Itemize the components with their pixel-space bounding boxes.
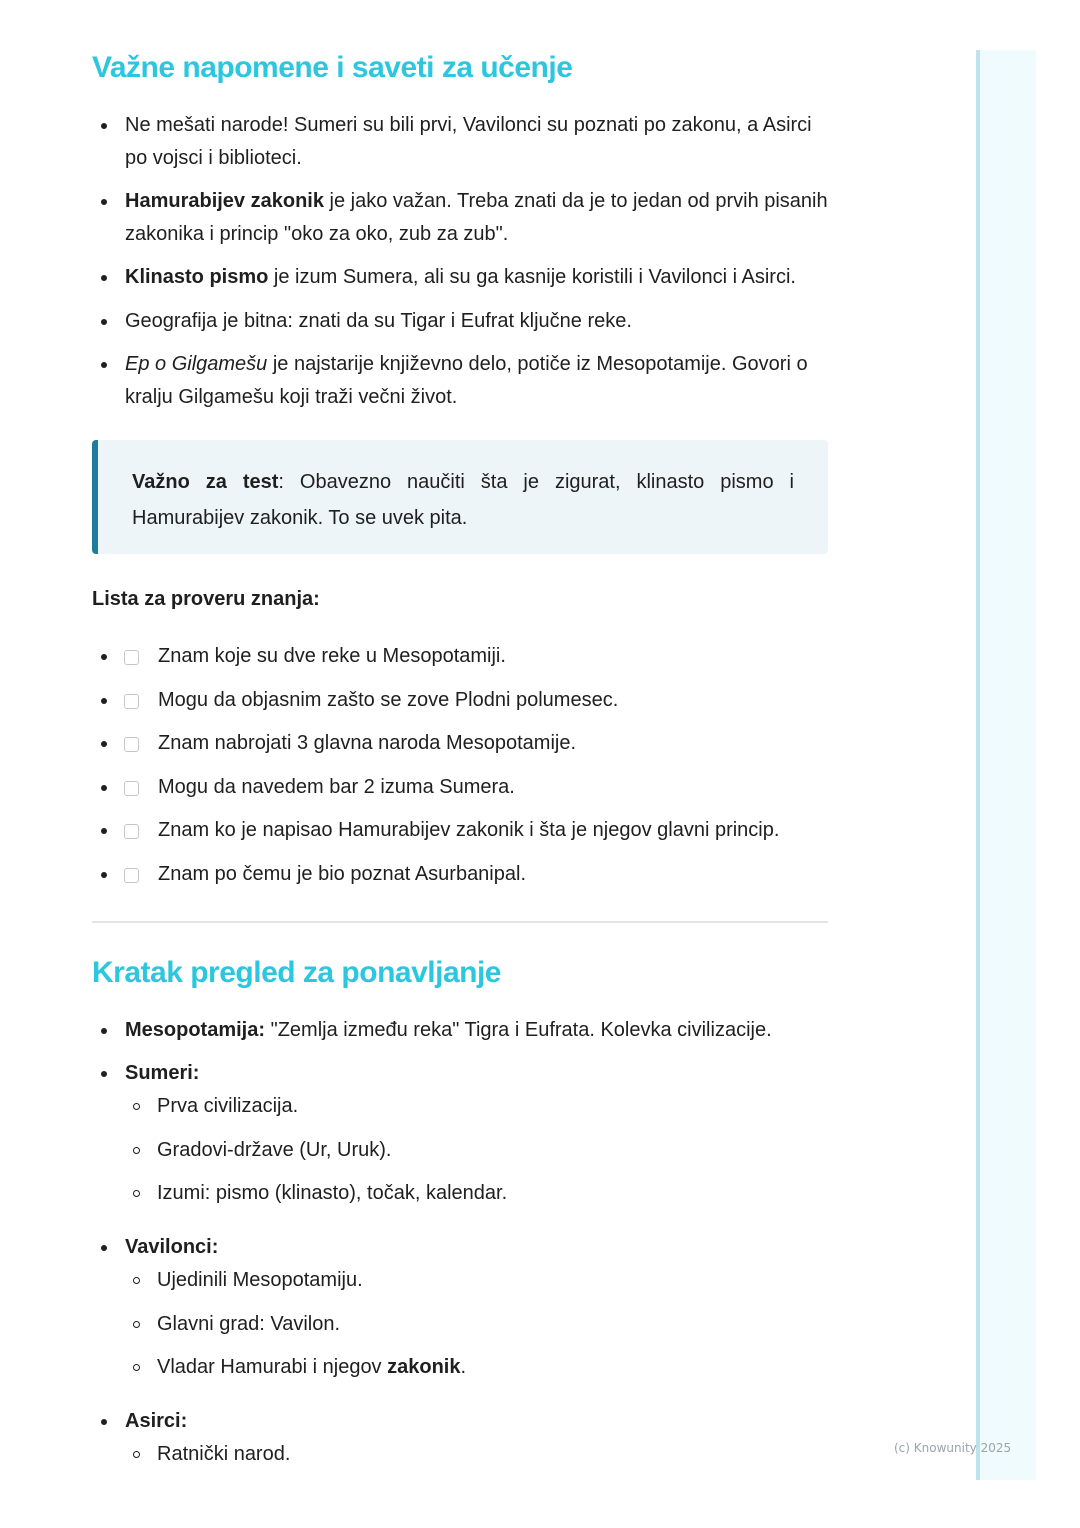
section-title-tips: Važne napomene i saveti za učenje: [92, 51, 573, 84]
sublist-item: Vladar Hamurabi i njegov zakonik.: [125, 1351, 828, 1395]
checkbox[interactable]: [124, 650, 139, 665]
divider: [92, 921, 828, 923]
checklist: [92, 640, 828, 902]
important-note: [92, 440, 828, 554]
list-item: Ne mešati narode! Sumeri su bili prvi, Vavilonci su poznati po zakonu, a Asirci po vojsci i biblioteci.: [92, 109, 828, 185]
side-panel: [976, 50, 1036, 1480]
list-item-sumeri: Sumeri: Prva civilizacija. Gradovi-države (Ur, Uruk). Izumi: pismo (klinasto), točak, kalendar.: [92, 1057, 828, 1221]
sublist-item: Glavni grad: Vavilon.: [125, 1308, 828, 1352]
sublist-item: Ratnički narod.: [125, 1438, 828, 1482]
list-item-mesopotamija: Mesopotamija: "Zemlja između reka" Tigra i Eufrata. Kolevka civilizacije.: [92, 1014, 828, 1047]
list-item-asirci: Asirci: Ratnički narod.: [92, 1405, 828, 1482]
note-label: Važno za test: [132, 471, 279, 493]
checkbox[interactable]: [124, 737, 139, 752]
list-item-vavilonci: Vavilonci: Ujedinili Mesopotamiju. Glavni grad: Vavilon. Vladar Hamurabi i njegov zakonik.: [92, 1231, 828, 1395]
sublist-item: Ujedinili Mesopotamiju.: [125, 1264, 828, 1308]
asirci-sublist: [125, 1438, 828, 1482]
checkbox[interactable]: [124, 781, 139, 796]
tips-list: [92, 109, 828, 424]
checklist-title: Lista za proveru znanja:: [92, 588, 320, 610]
checklist-item: Znam ko je napisao Hamurabijev zakonik i šta je njegov glavni princip.: [92, 814, 828, 858]
list-item: Klinasto pismo je izum Sumera, ali su ga kasnije koristili i Vavilonci i Asirci.: [92, 261, 828, 305]
checklist-item: Mogu da objasnim zašto se zove Plodni polumesec.: [92, 684, 828, 728]
checklist-item: Mogu da navedem bar 2 izuma Sumera.: [92, 771, 828, 815]
checklist-item: Znam koje su dve reke u Mesopotamiji.: [92, 640, 828, 684]
sumeri-sublist: [125, 1090, 828, 1221]
note-text: : Obavezno naučiti šta je zigurat, klinasto pismo i Hamurabijev zakonik. To se uvek pita.: [132, 471, 794, 529]
section-title-review: Kratak pregled za ponavljanje: [92, 956, 501, 989]
sublist-item: Gradovi-države (Ur, Uruk).: [125, 1134, 828, 1178]
checkbox[interactable]: [124, 694, 139, 709]
list-item: Geografija je bitna: znati da su Tigar i Eufrat ključne reke.: [92, 305, 828, 348]
checklist-item: Znam nabrojati 3 glavna naroda Mesopotamije.: [92, 727, 828, 771]
list-item: Hamurabijev zakonik je jako važan. Treba znati da je to jedan od prvih pisanih zakonika i princip "oko za oko, zub za zub".: [92, 185, 828, 261]
vavilonci-sublist: [125, 1264, 828, 1395]
checkbox[interactable]: [124, 824, 139, 839]
list-item: Ep o Gilgamešu je najstarije književno delo, potiče iz Mesopotamije. Govori o kralju Gilgamešu koji traži večni život.: [92, 348, 828, 424]
sublist-item: Izumi: pismo (klinasto), točak, kalendar.: [125, 1177, 828, 1221]
checklist-item: Znam po čemu je bio poznat Asurbanipal.: [92, 858, 828, 902]
sublist-item: Prva civilizacija.: [125, 1090, 828, 1134]
checkbox[interactable]: [124, 868, 139, 883]
watermark: (c) Knowunity 2025: [894, 1441, 1012, 1455]
